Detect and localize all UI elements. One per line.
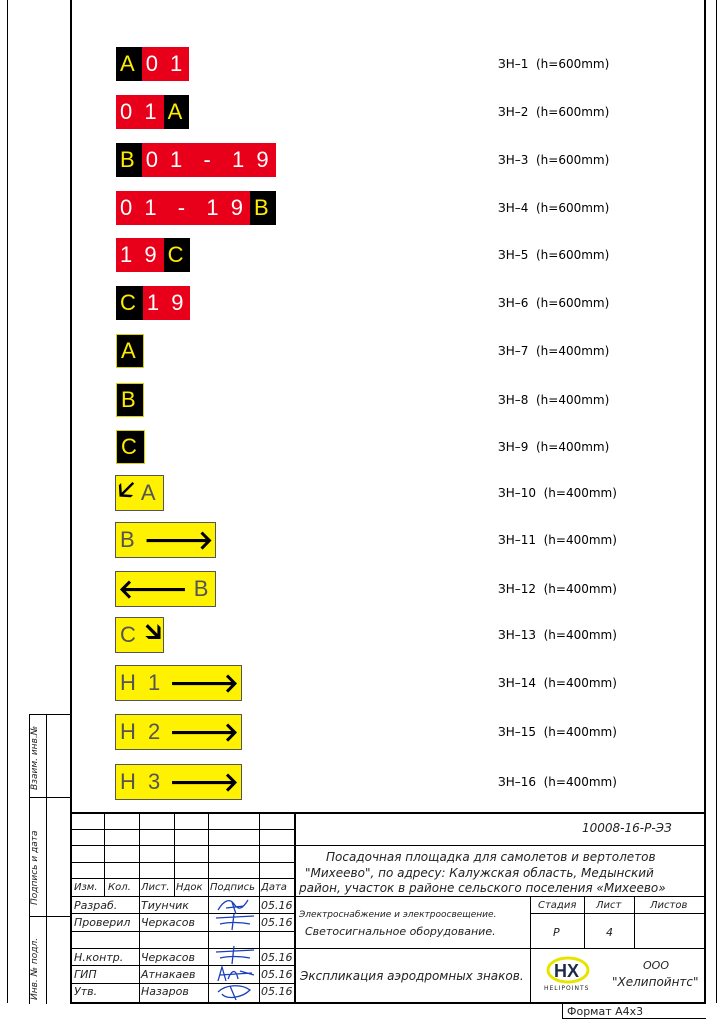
signatory-role: Н.контр. bbox=[74, 951, 124, 964]
sign-segment: A bbox=[116, 334, 144, 368]
sign-arrow-icon: 🡧 bbox=[116, 476, 137, 510]
sign-segment: C bbox=[116, 286, 143, 320]
sign-segment: H 1 bbox=[116, 666, 167, 700]
sign-zn-13 bbox=[116, 618, 163, 652]
project-line-1: Посадочная площадка для самолетов и вертолетов bbox=[326, 850, 656, 864]
sign-label-zn-13: ЗН–13 (h=400mm) bbox=[498, 628, 617, 642]
stage-header-listov: Листов bbox=[650, 900, 688, 911]
header-data: Дата bbox=[261, 882, 287, 893]
stage-value-stadia: Р bbox=[553, 926, 560, 939]
side-col-top bbox=[29, 714, 71, 715]
helipoints-logo bbox=[540, 952, 610, 998]
sign-label-zn-14: ЗН–14 (h=400mm) bbox=[498, 676, 617, 690]
sign-zn-1 bbox=[116, 47, 189, 81]
signatory-date: 05.16 bbox=[261, 951, 293, 964]
signatory-name: Назаров bbox=[141, 985, 189, 998]
signatory-name: Тиунчик bbox=[141, 899, 189, 912]
signatory-name: Черкасов bbox=[141, 951, 195, 964]
sign-zn-8 bbox=[116, 383, 144, 417]
header-kol: Кол. bbox=[108, 882, 131, 893]
sign-label-zn-6: ЗН–6 (h=600mm) bbox=[498, 296, 610, 310]
sign-arrow-icon: 🡒 bbox=[142, 523, 216, 557]
sign-zn-7 bbox=[116, 334, 144, 368]
sign-segment: B bbox=[116, 523, 142, 557]
side-col-mid bbox=[46, 714, 47, 1004]
signatory-role: Проверил bbox=[74, 916, 131, 929]
project-line-2: "Михеево", по адресу: Калужская область, Медынский bbox=[305, 866, 654, 880]
sign-label-zn-5: ЗН–5 (h=600mm) bbox=[498, 248, 610, 262]
sign-arrow-icon: 🡒 bbox=[167, 715, 241, 749]
header-podpis: Подпись bbox=[210, 882, 255, 893]
sign-label-zn-1: ЗН–1 (h=600mm) bbox=[498, 57, 610, 71]
sign-label-zn-16: ЗН–16 (h=400mm) bbox=[498, 775, 617, 789]
company-line-2: "Хелипойнтс" bbox=[612, 975, 699, 989]
sign-segment: 1 9 bbox=[143, 286, 191, 320]
frame-left bbox=[70, 0, 72, 1003]
sign-segment: A bbox=[116, 47, 142, 81]
sign-segment: 1 9 bbox=[116, 238, 164, 272]
signatory-date: 05.16 bbox=[261, 899, 293, 912]
frame-right bbox=[704, 0, 706, 1003]
section-line-2: Светосигнальное оборудование. bbox=[305, 925, 496, 938]
sign-zn-11 bbox=[116, 523, 215, 557]
format-box-left bbox=[562, 1003, 563, 1019]
header-izm: Изм. bbox=[74, 882, 98, 893]
format-label: Формат А4х3 bbox=[567, 1005, 644, 1018]
sign-zn-12 bbox=[116, 572, 215, 606]
sign-label-zn-10: ЗН–10 (h=400mm) bbox=[498, 486, 617, 500]
sign-zn-16 bbox=[116, 765, 241, 799]
sign-arrow-icon: 🡮 bbox=[143, 618, 164, 652]
doc-code: 10008-16-Р-ЭЗ bbox=[582, 821, 672, 835]
sign-label-zn-12: ЗН–12 (h=400mm) bbox=[498, 582, 617, 596]
signatory-role: Утв. bbox=[74, 985, 98, 998]
sign-label-zn-3: ЗН–3 (h=600mm) bbox=[498, 153, 610, 167]
sign-label-zn-15: ЗН–15 (h=400mm) bbox=[498, 725, 617, 739]
sign-segment: 0 1 - 1 9 bbox=[142, 143, 276, 177]
stage-header-list: Лист bbox=[596, 900, 622, 911]
left-edge-line bbox=[7, 0, 8, 1003]
section-line-1: Электроснабжение и электроосвещение. bbox=[299, 910, 497, 920]
sign-label-zn-7: ЗН–7 (h=400mm) bbox=[498, 344, 610, 358]
side-label-inv-podl: Инв. № подл. bbox=[30, 937, 40, 1000]
sign-segment: C bbox=[164, 238, 191, 272]
stage-header-stadia: Стадия bbox=[538, 900, 577, 911]
side-label-vzam: Взаим. инв.№ bbox=[30, 725, 40, 790]
sign-zn-14 bbox=[116, 666, 241, 700]
sign-segment: B bbox=[190, 572, 216, 606]
sign-zn-3 bbox=[116, 143, 276, 177]
sign-segment: B bbox=[250, 191, 276, 225]
header-list: Лист. bbox=[141, 882, 170, 893]
side-sep-2 bbox=[29, 916, 71, 917]
sign-segment: H 3 bbox=[116, 765, 167, 799]
format-box-bottom bbox=[562, 1018, 706, 1019]
company-line-1: ООО bbox=[643, 959, 669, 972]
sign-label-zn-11: ЗН–11 (h=400mm) bbox=[498, 533, 617, 547]
sign-arrow-icon: 🡒 bbox=[167, 666, 241, 700]
project-line-3: район, участок в районе сельского поселения «Михеево» bbox=[299, 881, 666, 895]
sign-zn-10 bbox=[116, 476, 163, 510]
sign-segment: B bbox=[116, 143, 142, 177]
sign-zn-6 bbox=[116, 286, 190, 320]
sign-segment: 0 1 bbox=[142, 47, 190, 81]
sheet-title: Экспликация аэродромных знаков. bbox=[300, 969, 524, 983]
sign-segment: 0 1 - 1 9 bbox=[116, 191, 250, 225]
logo-letters: HX bbox=[554, 961, 580, 981]
signatory-name: Атнакаев bbox=[141, 968, 196, 981]
sign-zn-9 bbox=[116, 430, 145, 464]
sign-segment: A bbox=[164, 95, 190, 129]
stage-value-list: 4 bbox=[606, 926, 613, 939]
sign-zn-4 bbox=[116, 191, 276, 225]
sign-segment: B bbox=[116, 383, 144, 417]
signature-nazarov bbox=[212, 982, 258, 1002]
sign-label-zn-8: ЗН–8 (h=400mm) bbox=[498, 393, 610, 407]
sign-label-zn-2: ЗН–2 (h=600mm) bbox=[498, 105, 610, 119]
right-edge-line bbox=[716, 0, 717, 1003]
signatory-date: 05.16 bbox=[261, 968, 293, 981]
sign-zn-15 bbox=[116, 715, 241, 749]
header-ndok: Ндок bbox=[176, 882, 203, 893]
signatory-role: ГИП bbox=[74, 968, 97, 981]
signatory-name: Черкасов bbox=[141, 916, 195, 929]
sign-segment: A bbox=[137, 476, 163, 510]
sign-segment: H 2 bbox=[116, 715, 167, 749]
sign-segment: C bbox=[116, 430, 145, 464]
signature-cherkasov-1 bbox=[212, 912, 258, 932]
sign-arrow-icon: 🡒 bbox=[167, 765, 241, 799]
sign-label-zn-4: ЗН–4 (h=600mm) bbox=[498, 201, 610, 215]
sign-zn-5 bbox=[116, 238, 190, 272]
sign-segment: 0 1 bbox=[116, 95, 164, 129]
sign-arrow-icon: 🡐 bbox=[116, 572, 190, 606]
logo-caption: HELIPOINTS bbox=[544, 985, 590, 992]
sign-zn-2 bbox=[116, 95, 189, 129]
side-sep-1 bbox=[29, 797, 71, 798]
sign-segment: C bbox=[116, 618, 143, 652]
sign-label-zn-9: ЗН–9 (h=400mm) bbox=[498, 440, 610, 454]
side-label-podpis-data: Подпись и дата bbox=[30, 830, 40, 905]
signatory-date: 05.16 bbox=[261, 985, 293, 998]
frame-bottom bbox=[70, 1002, 706, 1004]
signatory-date: 05.16 bbox=[261, 916, 293, 929]
signatory-role: Разраб. bbox=[74, 899, 118, 912]
